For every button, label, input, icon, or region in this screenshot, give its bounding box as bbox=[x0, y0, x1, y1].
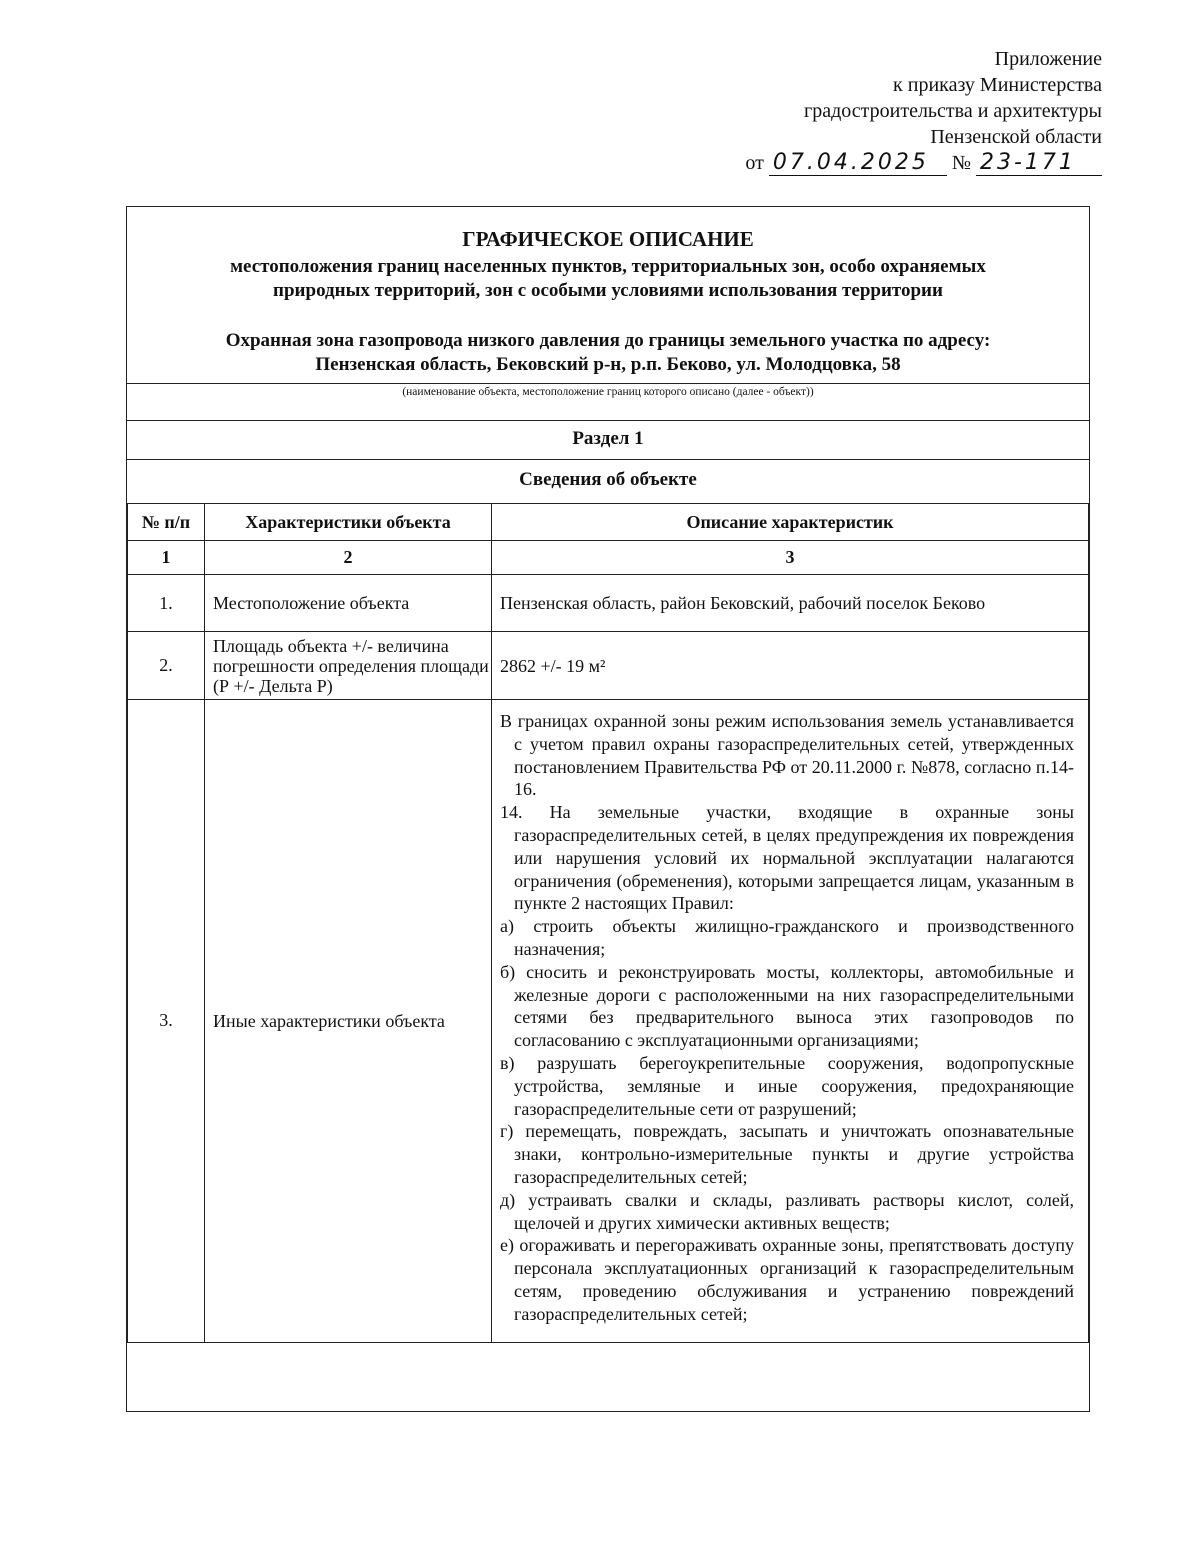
document-title: ГРАФИЧЕСКОЕ ОПИСАНИЕ bbox=[462, 227, 754, 251]
object-line-1: Охранная зона газопровода низкого давления до границы земельного участка по адресу: bbox=[225, 330, 991, 351]
description-item: е) огораживать и перегораживать охранные зоны, препятствовать доступу персонала эксплуатационных организаций к газораспределительным сетям, проведению обслуживания и устранению повреждений газораспределительных сетей; bbox=[500, 1235, 1074, 1324]
subtitle-line-1: местоположения границ населенных пунктов, территориальных зон, особо охраняемых bbox=[230, 256, 986, 277]
annex-line-4: Пензенской области bbox=[930, 126, 1102, 148]
header-characteristic: Характеристики объекта bbox=[205, 504, 492, 541]
object-underline bbox=[127, 383, 1089, 384]
annex-line-3: градостроительства и архитектуры bbox=[804, 100, 1102, 122]
row-characteristic: Иные характеристики объекта bbox=[205, 700, 492, 1343]
row-description bbox=[492, 700, 1089, 1343]
row-characteristic: Площадь объекта +/- величина погрешности определения площади (Р +/- Дельта Р) bbox=[205, 632, 492, 700]
description-item: в) разрушать берегоукрепительные сооружения, водопропускные устройства, земляные и иные сооружения, предохраняющие газораспределительные сети от разрушений; bbox=[500, 1052, 1074, 1119]
description-paragraph: В границах охранной зоны режим использования земель устанавливается с учетом правил охраны газораспределительных сетей, утвержденных постановлением Правительства РФ от 20.11.2000 г. №878, согласно п.14-16. bbox=[500, 711, 1074, 800]
section-subtitle: Сведения об объекте bbox=[519, 469, 697, 490]
description-item: г) перемещать, повреждать, засыпать и уничтожать опознавательные знаки, контрольно-измерительные пункты и другие устройства газораспределительных сетей; bbox=[500, 1121, 1074, 1187]
order-date-number bbox=[745, 150, 1102, 176]
table-row bbox=[128, 632, 1089, 700]
col-number: 2 bbox=[205, 541, 492, 575]
header-description: Описание характеристик bbox=[492, 504, 1089, 541]
object-line-2: Пензенская область, Бековский р-н, р.п. Беково, ул. Молодцовка, 58 bbox=[315, 354, 901, 375]
section-title: Раздел 1 bbox=[572, 428, 644, 449]
header-num: № п/п bbox=[128, 504, 205, 541]
row-num: 3. bbox=[128, 700, 205, 1343]
object-info-table bbox=[127, 503, 1089, 1343]
column-numbers-row bbox=[128, 541, 1089, 575]
table-row bbox=[128, 700, 1089, 1343]
col-number: 1 bbox=[128, 541, 205, 575]
row-description: Пензенская область, район Бековский, рабочий поселок Беково bbox=[492, 575, 1089, 632]
handwritten-date: 07.04.2025 bbox=[769, 151, 947, 176]
row-num: 1. bbox=[128, 575, 205, 632]
description-item: б) сносить и реконструировать мосты, коллекторы, автомобильные и железные дороги с расположенными на них газораспределительными сетями без предварительного выноса этих газопроводов по согласованию с эксплуатационными организациями; bbox=[500, 961, 1074, 1051]
row-characteristic: Местоположение объекта bbox=[205, 575, 492, 632]
divider bbox=[127, 420, 1089, 421]
row-description: 2862 +/- 19 м² bbox=[492, 632, 1089, 700]
annex-line-2: к приказу Министерства bbox=[893, 74, 1102, 96]
document-subtitle bbox=[127, 255, 1089, 303]
object-name bbox=[127, 329, 1089, 377]
description-item: д) устраивать свалки и склады, разливать растворы кислот, солей, щелочей и других химически активных веществ; bbox=[500, 1189, 1074, 1233]
from-label: от bbox=[745, 152, 764, 174]
annex-line-1: Приложение bbox=[994, 48, 1102, 70]
document-frame bbox=[126, 206, 1090, 1412]
table-row bbox=[128, 575, 1089, 632]
col-number: 3 bbox=[492, 541, 1089, 575]
number-label: № bbox=[951, 152, 971, 174]
handwritten-number: 23-171 bbox=[976, 151, 1102, 176]
table-header-row bbox=[128, 504, 1089, 541]
row-num: 2. bbox=[128, 632, 205, 700]
annex-block bbox=[745, 46, 1102, 176]
description-item: а) строить объекты жилищно-гражданского и производственного назначения; bbox=[500, 916, 1074, 959]
divider bbox=[127, 459, 1089, 460]
description-paragraph: 14. На земельные участки, входящие в охранные зоны газораспределительных сетей, в целях предупреждения их повреждения или нарушения условий их нормальной эксплуатации налагаются ограничения (обременения), которыми запрещается лицам, указанным в пункте 2 настоящих Правил: bbox=[500, 802, 1074, 914]
object-note: (наименование объекта, местоположение границ которого описано (далее - объект)) bbox=[402, 386, 814, 398]
subtitle-line-2: природных территорий, зон с особыми условиями использования территории bbox=[273, 280, 943, 301]
